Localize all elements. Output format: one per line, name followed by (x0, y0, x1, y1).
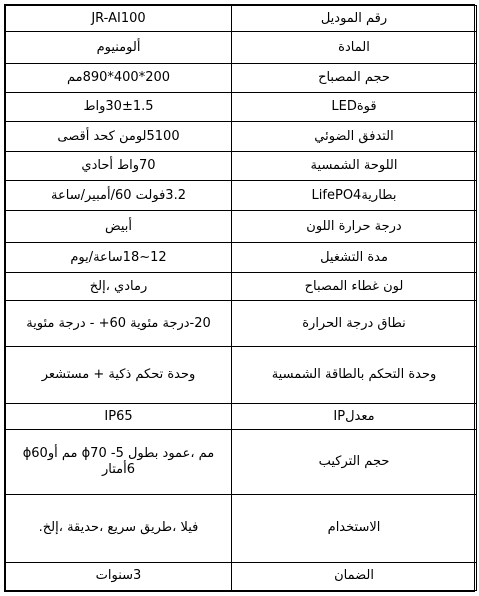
luminous-flux-label: التدفق الضوئي (232, 122, 477, 151)
table-row (6, 494, 477, 562)
ip-rating-value: IP65 (6, 403, 232, 429)
led-power-label: قوةLED (232, 93, 477, 122)
table-row (6, 122, 477, 151)
table-row (6, 562, 477, 590)
lamp-size-value: 200*400*890مم (6, 63, 232, 92)
battery-value: 3.2فولت 60/أمبير/ساعة (6, 181, 232, 211)
temperature-range-label: نطاق درجة الحرارة (232, 301, 477, 347)
installation-value: ϕ60مم أو ϕ70 مم ،عمود بطول 5-6أمتار (6, 430, 232, 495)
table-row (6, 93, 477, 122)
controller-label: وحدة التحكم بالطاقة الشمسية (232, 347, 477, 404)
table-row (6, 403, 477, 429)
lamp-size-label: حجم المصباح (232, 63, 477, 92)
table-row (6, 211, 477, 242)
table-row (6, 181, 477, 211)
model-label: رقم الموديل (232, 6, 477, 32)
model-value: JR-AI100 (6, 6, 232, 32)
ip-rating-label: معدلIP (232, 403, 477, 429)
spec-table (5, 5, 477, 591)
table-row (6, 347, 477, 404)
table-row (6, 6, 477, 32)
warranty-label: الضمان (232, 562, 477, 590)
working-time-label: مدة التشغيل (232, 242, 477, 272)
battery-label: بطاريةLifePO4 (232, 181, 477, 211)
led-power-value: 30±1.5واط (6, 93, 232, 122)
material-label: المادة (232, 32, 477, 63)
application-label: الاستخدام (232, 494, 477, 562)
table-row (6, 430, 477, 495)
table-row (6, 32, 477, 63)
material-value: ألومنيوم (6, 32, 232, 63)
solar-panel-value: 70واط أحادي (6, 151, 232, 180)
spec-sheet (4, 4, 475, 592)
cover-color-label: لون غطاء المصباح (232, 273, 477, 301)
table-row (6, 242, 477, 272)
table-row (6, 301, 477, 347)
luminous-flux-value: 5100لومن كحد أقصى (6, 122, 232, 151)
table-row (6, 63, 477, 92)
working-time-value: 12~18ساعة/يوم (6, 242, 232, 272)
color-temp-label: درجة حرارة اللون (232, 211, 477, 242)
controller-value: وحدة تحكم ذكية + مستشعر (6, 347, 232, 404)
warranty-value: 3سنوات (6, 562, 232, 590)
installation-label: حجم التركيب (232, 430, 477, 495)
temperature-range-value: 20-درجة مئوية 60+ - درجة مئوية (6, 301, 232, 347)
application-value: فيلا ،طريق سريع ،حديقة ،إلخ. (6, 494, 232, 562)
color-temp-value: أبيض (6, 211, 232, 242)
table-row (6, 273, 477, 301)
solar-panel-label: اللوحة الشمسية (232, 151, 477, 180)
table-row (6, 151, 477, 180)
cover-color-value: رمادي ،إلخ (6, 273, 232, 301)
